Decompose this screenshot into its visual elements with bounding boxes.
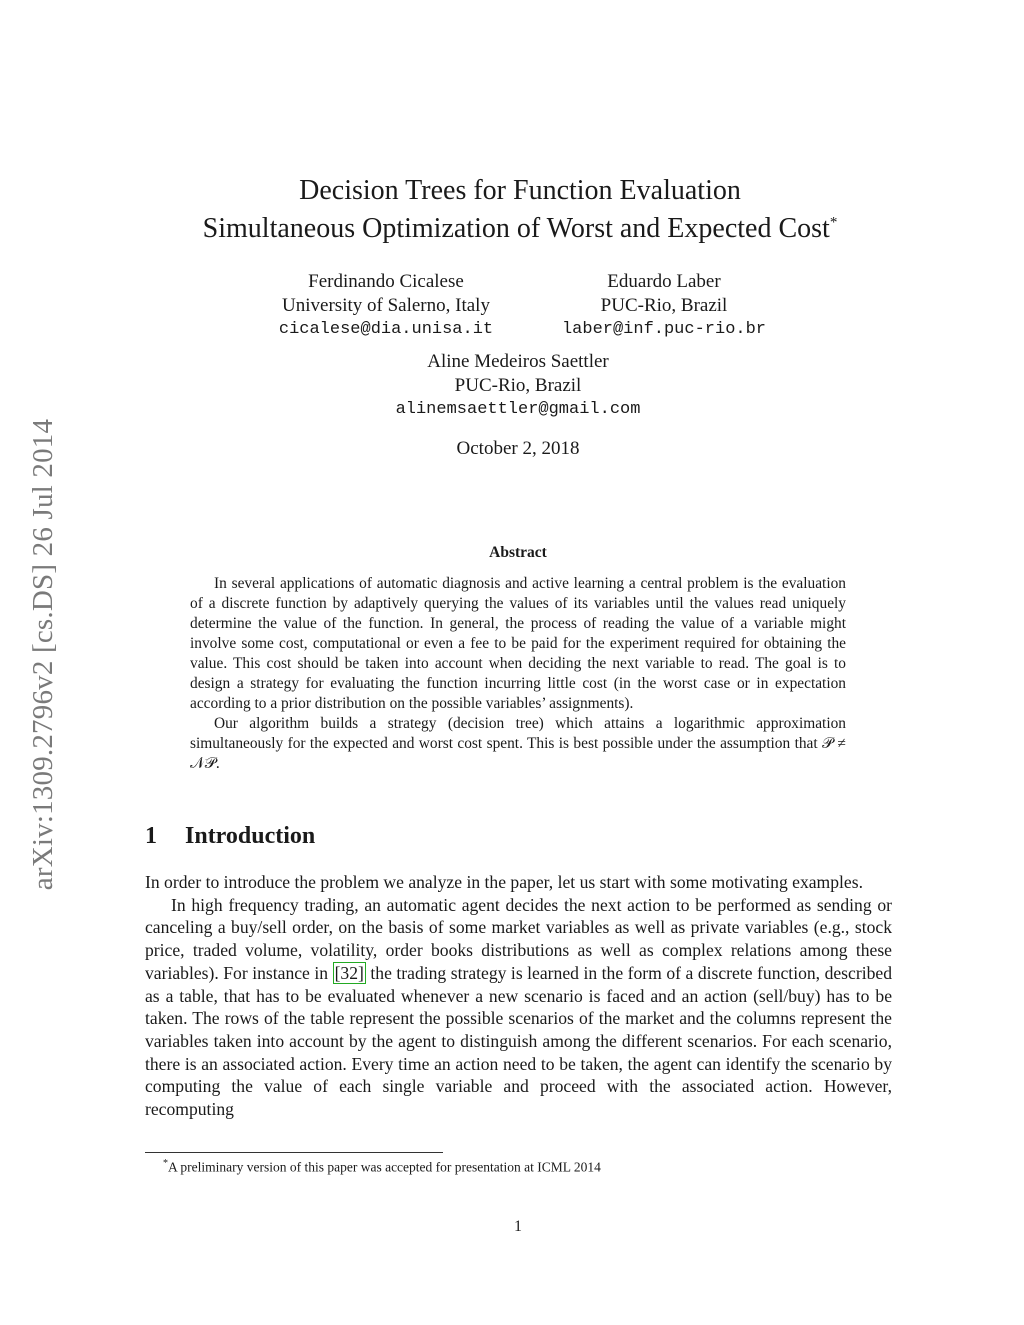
body-text <box>145 871 892 1121</box>
section-number: 1 <box>145 823 157 849</box>
publication-date: October 2, 2018 <box>456 438 580 459</box>
paper-title <box>140 172 900 248</box>
section-title: Introduction <box>185 823 316 849</box>
body-paragraph-2-start: In high frequency trading, an automatic agent decides the next action to be performed as sending or canceling a buy/sell order, on the basis of some market variables as well as private variables (e.g., stock price, traded volume, volatility, order books distributions as well as complex relations among these variables). For instance in <box>145 894 892 983</box>
arxiv-stamp <box>20 378 68 930</box>
title-footnote-marker: * <box>829 214 838 231</box>
section-heading <box>145 823 315 850</box>
author-name: Aline Medeiros Saettler <box>427 351 609 372</box>
footnote-marker: * <box>163 1158 168 1169</box>
body-paragraph-1: In order to introduce the problem we analyze in the paper, let us start with some motivating examples. <box>145 872 863 892</box>
abstract-body <box>190 574 846 774</box>
abstract-heading: Abstract <box>489 544 547 561</box>
abstract-paragraph-2: Our algorithm builds a strategy (decision tree) which attains a logarithmic approximation simultaneously for the expected and worst cost spent. This is best possible under the assumption that 𝒫 ≠ 𝒩𝒫. <box>190 715 846 772</box>
author-block-1 <box>255 270 517 342</box>
body-paragraph-2-end: the trading strategy is learned in the form of a discrete function, described as a table, that has to be evaluated whenever a new scenario is faced and an action (sell/buy) has to be taken. The rows of the table represent the possible scenarios of the market and the columns represent the variables taken into account by the agent to distinguish among the different scenarios. For each scenario, there is an associated action. Every time an action need to be taken, the agent can identify the scenario by computing the value of each single variable and proceed with the associated action. However, recomputing <box>145 962 892 1120</box>
author-name: Eduardo Laber <box>607 271 721 292</box>
author-email[interactable]: laber@inf.puc-rio.br <box>561 320 767 339</box>
author-block-3 <box>370 350 666 422</box>
footnote <box>145 1158 601 1176</box>
body-paragraph-2 <box>145 894 892 1121</box>
abstract-paragraph-1: In several applications of automatic diagnosis and active learning a central problem is the evaluation of a discrete function by adaptively querying the values of its variables until the values read uniquely determine the value of the function. In general, the process of reading the value of a variable might involve some cost, computational or even a fee to be paid for the experiment required for obtaining the value. This cost should be taken into account when deciding the next variable to read. The goal is to design a strategy for evaluating the function incurring little cost (in the worst case or in expectation according to a prior distribution on the possible variables’ assignments). <box>190 575 846 712</box>
arxiv-id: arXiv:1309.2796v2 [cs.DS] 26 Jul 2014 <box>27 418 60 890</box>
author-email[interactable]: cicalese@dia.unisa.it <box>278 320 494 339</box>
footnote-text: A preliminary version of this paper was accepted for presentation at ICML 2014 <box>168 1159 601 1175</box>
author-name: Ferdinando Cicalese <box>308 271 464 292</box>
citation-link[interactable]: [32] <box>334 962 364 983</box>
author-block-2 <box>545 270 783 342</box>
page-number: 1 <box>514 1218 522 1235</box>
title-line-1: Decision Trees for Function Evaluation <box>299 175 741 206</box>
author-affiliation: PUC-Rio, Brazil <box>600 295 728 316</box>
author-affiliation: University of Salerno, Italy <box>282 295 490 316</box>
author-email[interactable]: alinemsaettler@gmail.com <box>395 400 641 419</box>
author-affiliation: PUC-Rio, Brazil <box>454 375 582 396</box>
title-line-2 <box>140 210 900 248</box>
footnote-divider <box>145 1152 443 1153</box>
title-line-2-text: Simultaneous Optimization of Worst and Expected Cost <box>202 213 830 244</box>
